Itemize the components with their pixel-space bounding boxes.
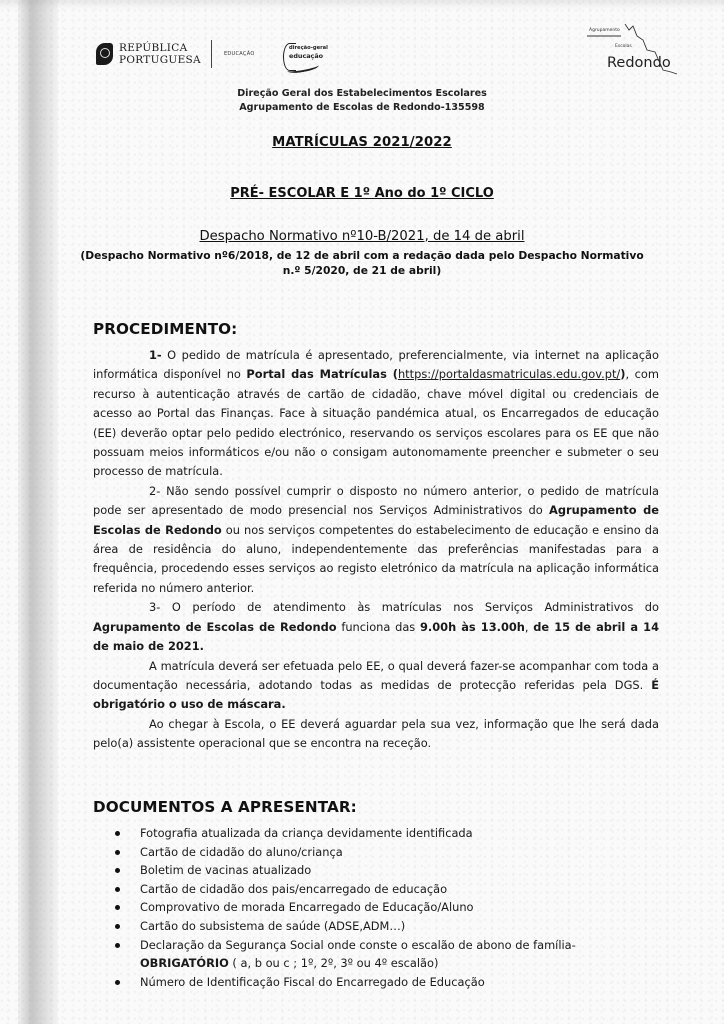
republica-portuguesa-logo: [96, 40, 255, 68]
scan-shadow-edge: [18, 0, 58, 1024]
portal-matriculas-link[interactable]: https://portaldasmatriculas.edu.gov.pt/: [397, 367, 621, 382]
list-item: Cartão do subsistema de saúde (ADSE,ADM…): [112, 917, 660, 936]
escolas-small-label: Escolas: [615, 44, 632, 49]
bullet-icon: [115, 868, 120, 873]
agrupamento-redondo-logo: [585, 20, 700, 78]
list-item: Cartão de cidadão do aluno/criança: [112, 843, 660, 862]
despacho-note-line2: n.º 5/2020, de 21 de abril): [282, 264, 442, 277]
republica-line1: REPÚBLICA: [119, 42, 188, 54]
redondo-label: Redondo: [607, 55, 671, 71]
bullet-icon: [115, 924, 120, 929]
list-item: Declaração da Segurança Social onde conste o escalão de abono de família- OBRIGATÓRIO ( a, b ou c ; 1º, 2º, 3º ou 4º escalão): [112, 936, 660, 973]
logo-divider: [211, 40, 212, 68]
bullet-icon: [115, 850, 120, 855]
list-item: Cartão de cidadão dos pais/encarregado de educação: [112, 880, 660, 899]
document-title: MATRÍCULAS 2021/2022: [272, 135, 452, 150]
dge-line1: direção-geral: [289, 45, 328, 51]
dge-line2: educação: [289, 52, 324, 60]
despacho-reference: Despacho Normativo nº10-B/2021, de 14 de abril: [199, 229, 525, 244]
document-subtitle: PRÉ- ESCOLAR E 1º Ano do 1º CICLO: [230, 186, 494, 201]
org-line1: Direção Geral dos Estabelecimentos Escolares: [237, 88, 487, 99]
paragraph-3: 3- O período de atendimento às matrículas nos Serviços Administrativos do Agrupamento de Escolas de Redondo funciona das 9.00h às 13.00h, de 15 de abril a 14 de maio de 2021.: [93, 600, 659, 654]
bullet-icon: [115, 943, 120, 948]
documentos-heading: DOCUMENTOS A APRESENTAR:: [93, 798, 357, 816]
agrupamento-small-label: Agrupamento: [589, 28, 620, 33]
paragraph-5: Ao chegar à Escola, o EE deverá aguardar pela sua vez, informação que lhe será dada pelo(a) assistente operacional que se encontra na receção.: [93, 716, 659, 751]
org-block: [0, 87, 724, 115]
dge-logo: [283, 42, 331, 72]
documentos-list: [112, 824, 660, 991]
paragraph-1: 1- O pedido de matrícula é apresentado, preferencialmente, via internet na aplicação informática disponível no Portal das Matrículas (https://portaldasmatriculas.edu.gov.pt/), com recurso à autenticação através de cartão de cidadão, chave móvel digital ou credenciais de acesso ao Portal das Finanças. Face à situação pandémica atual, os Encarregados de educação (EE) deverão optar pelo pedido electrónico, reservando os serviços escolares para os EE que não possuam meios informáticos e/ou não o consigam autonomamente preencher e submeter o seu processo de matrícula.: [93, 348, 659, 479]
despacho-note: [0, 248, 724, 278]
procedimento-body: [93, 346, 659, 754]
scan-shadow-top: [0, 0, 724, 10]
educacao-label: EDUCAÇÃO: [223, 51, 255, 57]
procedimento-heading: PROCEDIMENTO:: [93, 320, 238, 338]
republica-line2: PORTUGUESA: [119, 54, 201, 66]
list-item: Fotografia atualizada da criança devidamente identificada: [112, 824, 660, 843]
org-line2: Agrupamento de Escolas de Redondo-135598: [239, 102, 485, 113]
bullet-icon: [115, 905, 120, 910]
coat-of-arms-icon: [96, 43, 113, 65]
paragraph-2: 2- Não sendo possível cumprir o disposto no número anterior, o pedido de matrícula pode ser apresentado de modo presencial nos Serviços Administrativos do Agrupamento de Escolas de Redondo ou nos serviços competentes do estabelecimento de educação e ensino da área de residência do aluno, independentemente das preferências manifestadas para a frequência, procedendo esses serviços ao registo eletrónico da matrícula na aplicação informática referida no número anterior.: [93, 483, 659, 595]
paragraph-4: A matrícula deverá ser efetuada pelo EE, o qual deverá fazer-se acompanhar com toda a documentação necessária, adotando todas as medidas de protecção referidas pela DGS. É obrigatório o uso de máscara.: [93, 658, 659, 712]
bullet-icon: [115, 887, 120, 892]
list-item: Comprovativo de morada Encarregado de Educação/Aluno: [112, 898, 660, 917]
despacho-note-line1: (Despacho Normativo nº6/2018, de 12 de abril com a redação dada pelo Despacho Normativo: [80, 249, 644, 262]
bullet-icon: [115, 831, 120, 836]
list-item: Número de Identificação Fiscal do Encarregado de Educação: [112, 973, 660, 992]
list-item: Boletim de vacinas atualizado: [112, 861, 660, 880]
bullet-icon: [115, 980, 120, 985]
